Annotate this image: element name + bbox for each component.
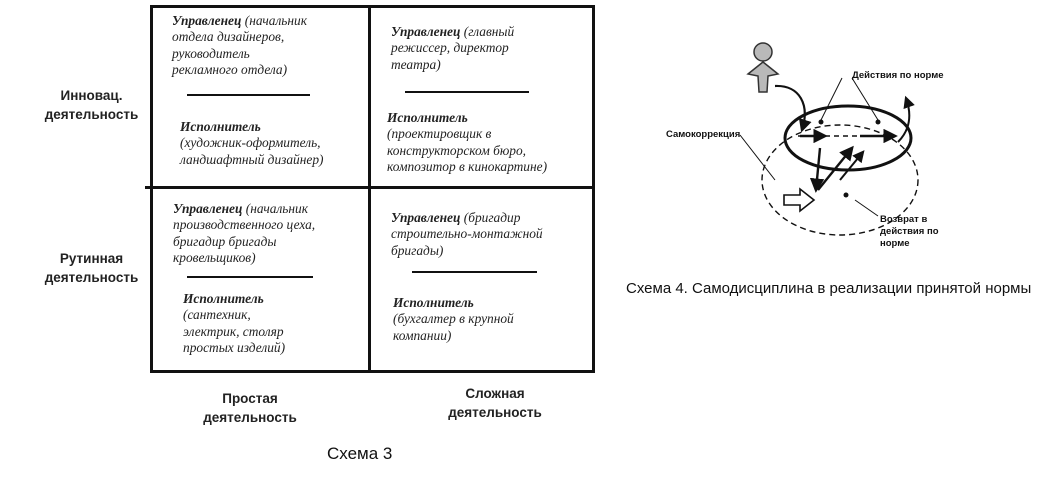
cell-top-right-executor: Исполнитель (проектировщик в конструкторском бюро, композитор в кинокартине) (387, 110, 548, 175)
cell-bottom-left-executor: Исполнитель (сантехник, электрик, столяр простых изделий) (183, 291, 286, 356)
cell-top-left-separator (187, 94, 310, 96)
scheme4-caption: Схема 4. Самодисциплина в реализации принятой нормы (626, 280, 1032, 297)
point (844, 193, 849, 198)
x-axis-label-complex: Сложная деятельность (448, 386, 542, 420)
x-axis-label-simple: Простая деятельность (203, 391, 297, 425)
person-icon (748, 43, 778, 92)
deviation-arrow-down (816, 148, 820, 190)
matrix-horizontal-divider (145, 186, 595, 189)
scheme3-caption: Схема 3 (327, 444, 393, 463)
label-self-correction: Самокоррекция (666, 129, 741, 140)
return-arrow (840, 152, 863, 180)
cell-bottom-left-separator (187, 276, 313, 278)
point (819, 120, 824, 125)
leader-line (740, 135, 775, 180)
cell-top-right-manager: Управленец (главный режиссер, директор театра) (391, 24, 515, 72)
point (876, 120, 881, 125)
label-return: Возврат в действия по норме (880, 214, 939, 249)
self-discipline-diagram (720, 30, 980, 245)
y-axis-label-routine: Рутинная деятельность (44, 251, 139, 285)
cell-bottom-right-executor: Исполнитель (бухгалтер в крупной компании) (393, 295, 514, 343)
leader-line (821, 78, 842, 120)
y-axis-label-innovative: Инновац. деятельность (44, 88, 139, 122)
cell-bottom-right-manager: Управленец (бригадир строительно-монтажной бригады) (391, 210, 543, 258)
leader-line (852, 78, 878, 120)
cell-top-left-executor: Исполнитель (художник-оформитель, ландшафтный дизайнер) (180, 119, 324, 167)
cell-bottom-left-manager: Управленец (начальник производственного цеха, бригадир бригады кровельщиков) (173, 201, 316, 266)
label-norm-actions: Действия по норме (852, 70, 944, 81)
hollow-arrow-icon (784, 189, 814, 211)
leader-line (855, 200, 878, 216)
cell-top-right-separator (405, 91, 529, 93)
norm-ellipse (785, 106, 911, 170)
cell-top-left-manager: Управленец (начальник отдела дизайнеров, руководитель рекламного отдела) (172, 13, 307, 78)
matrix-vertical-divider (368, 5, 371, 373)
cell-bottom-right-separator (412, 271, 537, 273)
